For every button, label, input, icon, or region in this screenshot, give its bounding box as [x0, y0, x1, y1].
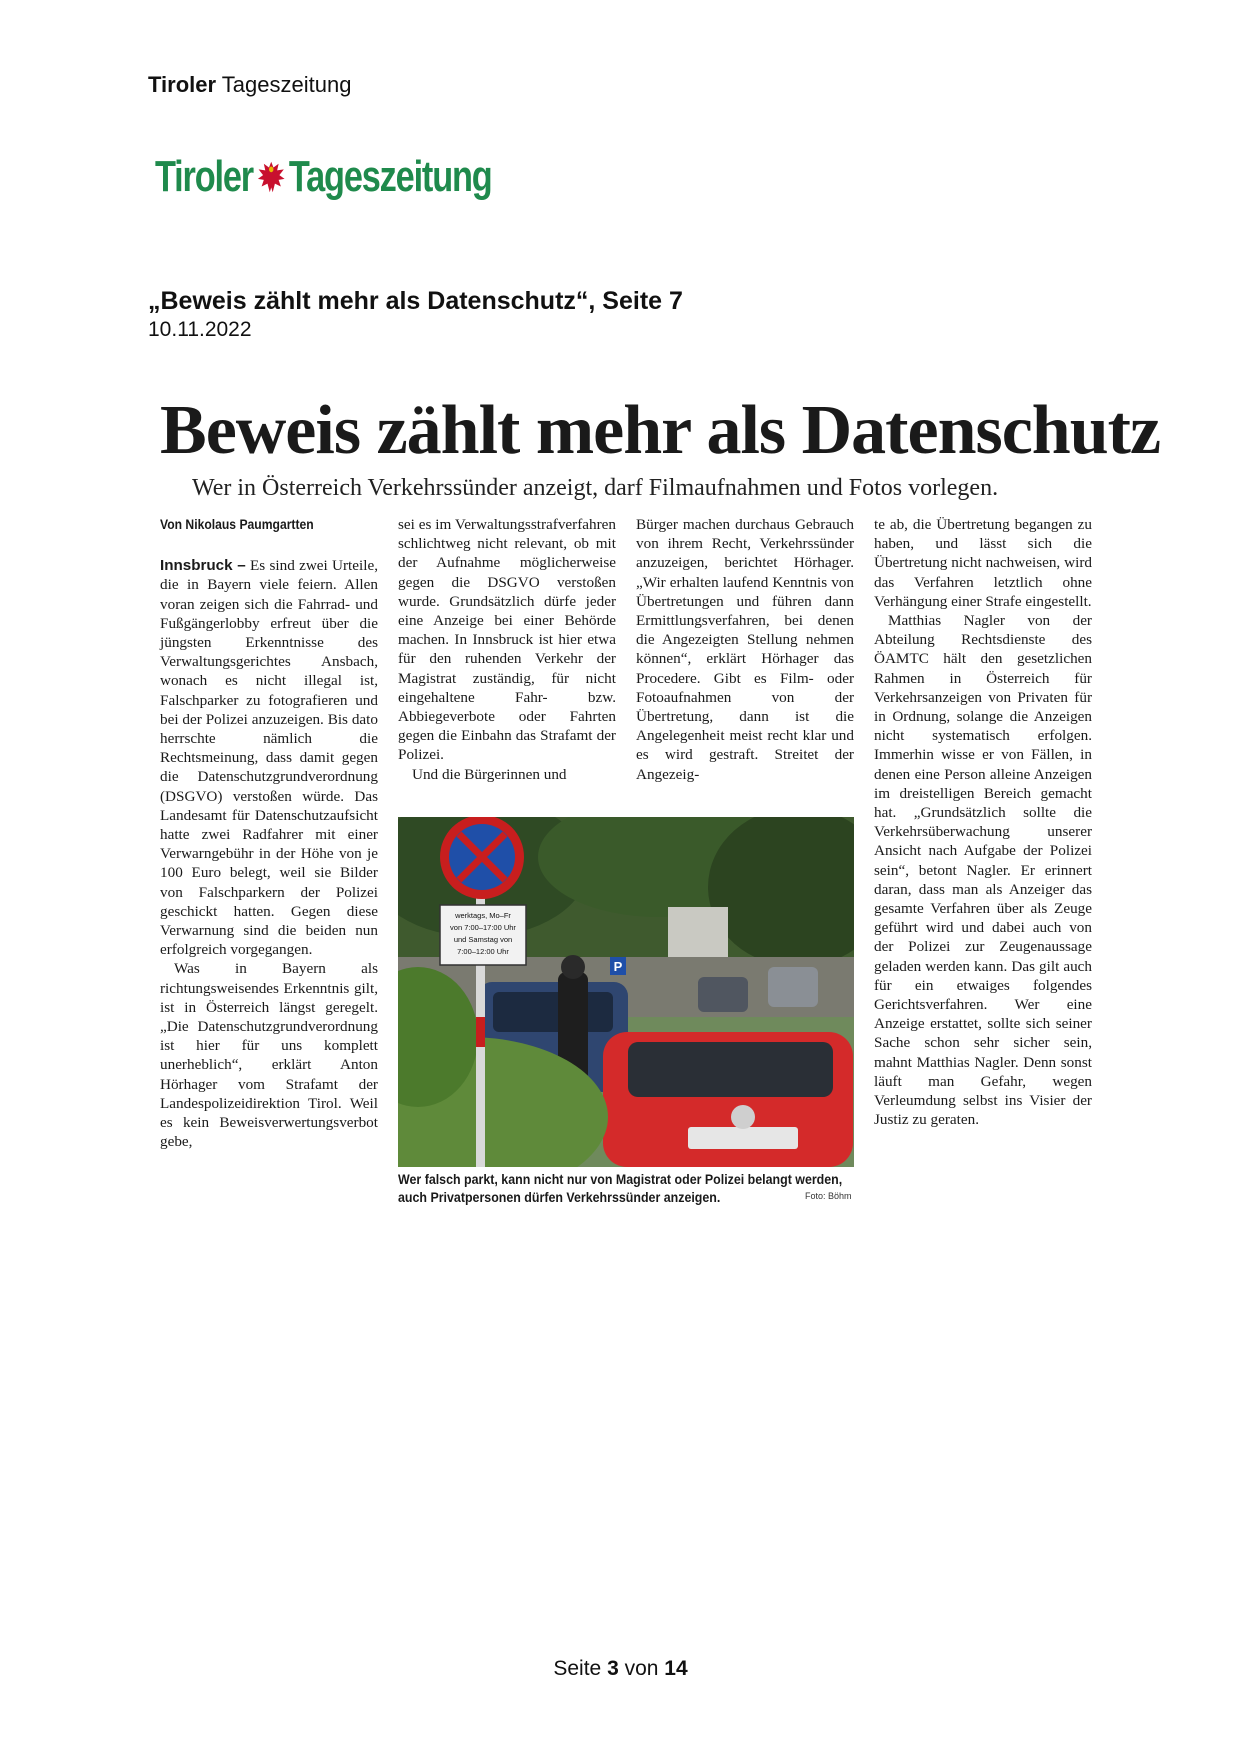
source-label-bold: Tiroler	[148, 72, 217, 97]
street-scene-image	[398, 817, 854, 1167]
article-column-3	[636, 515, 854, 784]
sign-text-line: werktags, Mo–Fr	[455, 911, 511, 920]
article-byline: Von Nikolaus Paumgartten	[160, 517, 314, 532]
clipping-title: „Beweis zählt mehr als Datenschutz“, Seite 7	[148, 287, 683, 315]
page-counter-middle: von	[618, 1657, 665, 1680]
article-paragraph: Und die Bürgerinnen und	[412, 765, 567, 783]
article-paragraph: Matthias Nagler von der Abteilung Rechtsdienste des ÖAMTC hält den gesetzlichen Rahmen in Österreich für Verkehrsanzeigen von Privaten für in Ordnung, solange die Anzeigen nicht systematisch erfolgen. Immerhin wisse er von Fällen, in denen eine Person alleine Anzeigen im dreistelligen Bereich gemacht hat. „Grundsätzlich sollte die Verkehrsüberwachung unserer Ansicht nach Aufgabe der Polizei sein“, betont Nagler. Er erinnert daran, dass man als Anzeiger das gesamte Verfahren über als Zeuge geführt wird und dabei auch von der Polizei zur Zeugenaussage geladen werden kann. Das gilt auch für ein etwaiges folgendes Gerichtsverfahren. Wer eine Anzeige erstattet, sollte sich seiner Sache schon sehr sicher sein, mahnt Matthias Nagler. Denn sonst läuft man Gefahr, wegen Verleumdung selbst ins Visier der Justiz zu geraten.	[874, 612, 1092, 1129]
current-page: 3	[607, 1657, 619, 1680]
sign-text-line: und Samstag von	[453, 935, 513, 944]
newspaper-clipping	[150, 385, 1161, 1215]
tyrolean-eagle-icon	[256, 158, 286, 196]
page-counter-prefix: Seite	[553, 1657, 608, 1680]
article-paragraph: te ab, die Übertretung begangen zu haben, und lässt sich die Übertretung nicht nachweisen, wird das Verfahren letztlich ohne Verhängung einer Strafe eingestellt.	[874, 516, 1092, 610]
article-headline: Beweis zählt mehr als Datenschutz	[160, 392, 1161, 469]
sign-text-line: 7:00–12:00 Uhr	[457, 947, 509, 956]
article-paragraph: sei es im Verwaltungsstrafverfahren schlichtweg nicht relevant, ob mit der Aufnahme möglicherweise gegen die DSGVO verstoßen wurde. Grundsätzlich dürfe jeder eine Anzeige bei einer Behörde machen. In Innsbruck ist hier etwa für den ruhenden Verkehr der Magistrat zuständig, für nicht eingehaltene Fahr- bzw. Abbiegeverbote oder Fahrten gegen die Einbahn das Strafamt der Polizei.	[398, 516, 616, 764]
article-paragraph	[160, 556, 378, 959]
article-column-1	[160, 515, 378, 1152]
paragraph-text: Es sind zwei Urteile, die in Bayern viele feiern. Allen voran zeigen sich die Fahrrad- und Fußgängerlobby erfreut über die jüngsten Erkenntnisse des Verwaltungsgerichtes Ansbach, wonach es nicht illegal ist, Falschparker zu fotografieren und bei der Polizei anzuzeigen. Bis dato herrschte nämlich die Rechtsmeinung, dass damit gegen die Datenschutzgrundverordnung (DSGVO) verstoßen würde. Das Landesamt für Datenschutzaufsicht hatte zwei Radfahrer mit einer Verwarngebühr in der Höhe von je 100 Euro belegt, weil sie Bilder von Falschparkern der Polizei geschickt hatten. Gegen diese Verwarnung sind die beiden nun erfolgreich vorgegangen.	[160, 557, 378, 959]
article-paragraph: Bürger machen durchaus Gebrauch von ihrem Recht, Verkehrssünder anzuzeigen, berichtet Hörhager. „Wir erhalten laufend Kenntnis von Übertretungen und führen dann Ermittlungsverfahren, bei denen die Angezeigten Stellung nehmen können“, erklärt Hörhager das Procedere. Gibt es Film- oder Fotoaufnahmen von der Übertretung, dann ist die Angelegenheit meist recht klar und es wird gestraft. Streitet der Angezeig-	[636, 516, 854, 783]
newspaper-logo	[155, 150, 492, 204]
source-label-rest: Tageszeitung	[216, 72, 352, 97]
article-subline: Wer in Österreich Verkehrssünder anzeigt, darf Filmaufnahmen und Fotos vorlegen.	[192, 475, 999, 501]
article-column-2	[398, 515, 616, 784]
clipping-date: 10.11.2022	[148, 318, 252, 341]
photo-caption: Wer falsch parkt, kann nicht nur von Magistrat oder Polizei belangt werden, auch Privatpersonen dürfen Verkehrssünder anzeigen.	[398, 1172, 843, 1205]
article-dateline: Innsbruck –	[160, 557, 246, 575]
logo-text-left: Tiroler	[155, 152, 253, 201]
article-photo	[398, 817, 854, 1167]
article-paragraph: Was in Bayern als richtungsweisendes Erkenntnis gilt, ist in Österreich längst geregelt. „Die Datenschutzgrundverordnung ist hier für uns komplett unerheblich“, erklärt Anton Hörhager vom Strafamt der Landespolizeidirektion Tirol. Weil es kein Beweisverwertungsverbot gebe,	[160, 960, 378, 1151]
sign-text-line: von 7:00–17:00 Uhr	[450, 923, 516, 932]
page-counter	[0, 1657, 1241, 1681]
photo-credit: Foto: Böhm	[805, 1191, 852, 1201]
source-label	[148, 72, 351, 98]
logo-text-right: Tageszeitung	[288, 152, 492, 201]
article-column-4	[874, 515, 1092, 1130]
total-pages: 14	[664, 1657, 688, 1680]
parking-sign: P	[613, 959, 623, 974]
